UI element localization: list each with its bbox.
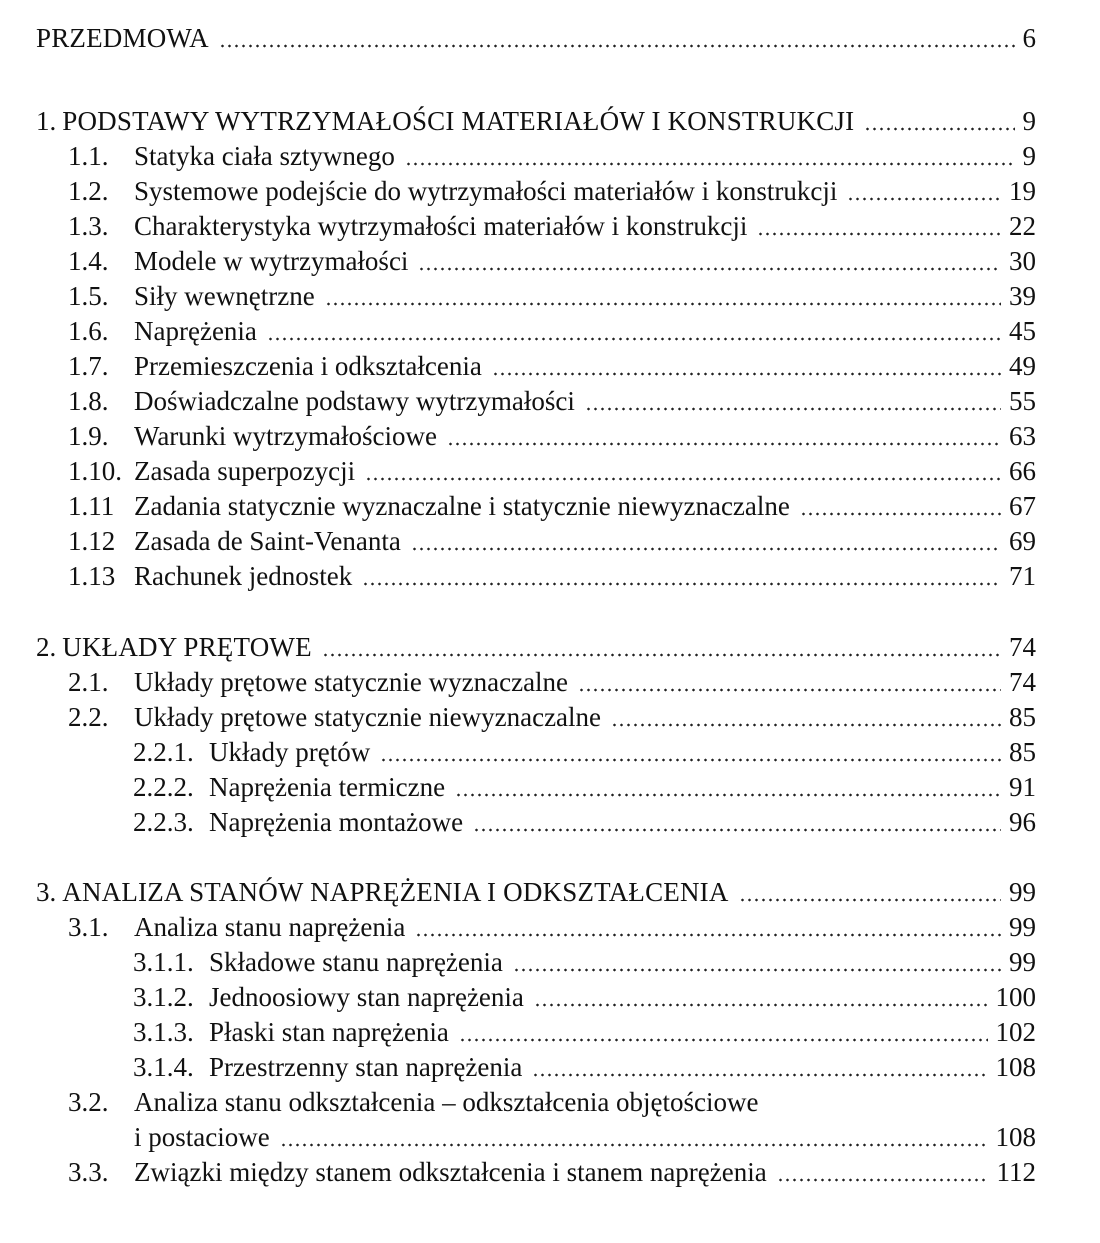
toc-entry-title: Modele w wytrzymałości (134, 246, 409, 276)
toc-entry-page-number: 69 (1009, 526, 1036, 556)
toc-entry-title: Zasada de Saint-Venanta (134, 526, 401, 556)
toc-entry-page-number: 66 (1009, 456, 1036, 486)
toc-entry-number: 3.1.4. (133, 1052, 194, 1082)
toc-entry-number: 2.2.2. (133, 772, 194, 802)
toc-entry (68, 525, 1036, 557)
toc-entry (133, 981, 1036, 1013)
toc-entry (68, 385, 1036, 417)
toc-entry-title: Statyka ciała sztywnego (134, 141, 395, 171)
toc-entry-page-number: 99 (1009, 877, 1036, 907)
toc-entry-title: ANALIZA STANÓW NAPRĘŻENIA I ODKSZTAŁCENIA (62, 877, 729, 907)
dot-leader (411, 546, 1001, 552)
toc-entry (68, 140, 1036, 172)
toc-entry (68, 560, 1036, 592)
toc-entry-number: 2.2.3. (133, 807, 194, 837)
dot-leader (800, 511, 1001, 517)
toc-entry-number: 1.9. (68, 421, 109, 451)
toc-entry (133, 771, 1036, 803)
toc-entry (68, 280, 1036, 312)
toc-entry-number: 1.1. (68, 141, 109, 171)
toc-entry-title: Analiza stanu naprężenia (134, 912, 406, 942)
dot-leader (267, 336, 1001, 342)
dot-leader (459, 1037, 988, 1043)
toc-entry-page-number: 91 (1009, 772, 1036, 802)
toc-entry-title: Składowe stanu naprężenia (209, 947, 503, 977)
toc-entry (133, 736, 1036, 768)
toc-entry (68, 350, 1036, 382)
toc-entry-title: Przestrzenny stan naprężenia (209, 1052, 523, 1082)
toc-entry-page-number: 22 (1009, 211, 1036, 241)
toc-entry-number: 1.10. (68, 456, 122, 486)
toc-entry-number: 3.1.1. (133, 947, 194, 977)
toc-entry-title: Układy prętów (209, 737, 371, 767)
dot-leader (473, 827, 1001, 833)
toc-entry (68, 210, 1036, 242)
toc-entry-page-number: 63 (1009, 421, 1036, 451)
toc-entry-title: i postaciowe (134, 1122, 270, 1152)
toc-entry-title: Jednoosiowy stan naprężenia (209, 982, 524, 1012)
toc-entry-number: 1. (36, 106, 57, 136)
toc-entry-number: 1.12 (68, 526, 116, 556)
dot-leader (492, 371, 1001, 377)
toc-entry-title: PRZEDMOWA (36, 23, 209, 53)
toc-entry (133, 1016, 1036, 1048)
toc-entry-page-number: 55 (1009, 386, 1036, 416)
dot-leader (405, 161, 1015, 167)
toc-entry-number: 1.4. (68, 246, 109, 276)
toc-entry-title: Naprężenia termiczne (209, 772, 446, 802)
toc-entry-title: Zasada superpozycji (134, 456, 356, 486)
toc-entry-title: Warunki wytrzymałościowe (134, 421, 437, 451)
dot-leader (280, 1142, 988, 1148)
toc-entry-title: Przemieszczenia i odkształcenia (134, 351, 482, 381)
toc-entry (36, 105, 1036, 137)
toc-entry-number: 3.1. (68, 912, 109, 942)
toc-entry (133, 1051, 1036, 1083)
toc-entry-title: Płaski stan naprężenia (209, 1017, 449, 1047)
dot-leader (418, 266, 1001, 272)
toc-entry (133, 806, 1036, 838)
toc-entry (134, 1121, 1036, 1153)
dot-leader (322, 652, 1001, 658)
dot-leader (365, 476, 1001, 482)
toc-entry-page-number: 100 (995, 982, 1036, 1012)
toc-entry (68, 315, 1036, 347)
toc-entry (68, 420, 1036, 452)
dot-leader (447, 441, 1001, 447)
toc-entry-number: 3.2. (68, 1087, 109, 1117)
toc-entry-number: 1.5. (68, 281, 109, 311)
toc-entry-number: 2.2. (68, 702, 109, 732)
toc-entry-title: Naprężenia montażowe (209, 807, 464, 837)
toc-entry-title: Układy prętowe statycznie wyznaczalne (134, 667, 569, 697)
toc-entry (133, 946, 1036, 978)
toc-entry-page-number: 96 (1009, 807, 1036, 837)
toc-entry (68, 1086, 759, 1118)
toc-entry-page-number: 49 (1009, 351, 1036, 381)
toc-entry-number: 3. (36, 877, 57, 907)
toc-entry-number: 2.1. (68, 667, 109, 697)
toc-entry-number: 2.2.1. (133, 737, 194, 767)
toc-entry-number: 1.6. (68, 316, 109, 346)
toc-entry (68, 666, 1036, 698)
dot-leader (380, 757, 1001, 763)
toc-entry-title: PODSTAWY WYTRZYMAŁOŚCI MATERIAŁÓW I KONSTRUKCJI (62, 106, 855, 136)
toc-entry-number: 3.3. (68, 1157, 109, 1187)
toc-entry-number: 1.8. (68, 386, 109, 416)
toc-entry (36, 631, 1036, 663)
toc-entry-page-number: 9 (1022, 106, 1036, 136)
toc-entry-title: Analiza stanu odkształcenia – odkształcenia objętościowe (134, 1087, 759, 1117)
toc-entry-page-number: 45 (1009, 316, 1036, 346)
toc-entry-title: Rachunek jednostek (134, 561, 353, 591)
toc-entry-title: Związki między stanem odkształcenia i stanem naprężenia (134, 1157, 767, 1187)
toc-entry-page-number: 6 (1022, 23, 1036, 53)
toc-entry-page-number: 67 (1009, 491, 1036, 521)
toc-entry (68, 175, 1036, 207)
toc-entry-page-number: 85 (1009, 702, 1036, 732)
dot-leader (585, 406, 1001, 412)
toc-entry-title: Charakterystyka wytrzymałości materiałów i konstrukcji (134, 211, 748, 241)
dot-leader (757, 231, 1001, 237)
dot-leader (611, 722, 1001, 728)
toc-entry-number: 3.1.3. (133, 1017, 194, 1047)
dot-leader (513, 967, 1001, 973)
toc-entry (36, 22, 1036, 54)
toc-entry (68, 245, 1036, 277)
toc-entry (68, 1156, 1036, 1188)
toc-entry-title: Zadania statycznie wyznaczalne i statycznie niewyznaczalne (134, 491, 790, 521)
toc-entry-page-number: 99 (1009, 947, 1036, 977)
dot-leader (777, 1177, 989, 1183)
toc-entry-number: 1.3. (68, 211, 109, 241)
toc-entry-title: Naprężenia (134, 316, 257, 346)
toc-entry-page-number: 108 (995, 1122, 1036, 1152)
toc-entry-title: Układy prętowe statycznie niewyznaczalne (134, 702, 602, 732)
toc-entry (68, 701, 1036, 733)
toc-entry-page-number: 102 (995, 1017, 1036, 1047)
toc-entry-page-number: 30 (1009, 246, 1036, 276)
toc-entry-number: 1.2. (68, 176, 109, 206)
toc-entry-page-number: 74 (1009, 667, 1036, 697)
dot-leader (534, 1002, 988, 1008)
dot-leader (362, 581, 1001, 587)
toc-entry-number: 3.1.2. (133, 982, 194, 1012)
dot-leader (455, 792, 1001, 798)
dot-leader (532, 1072, 987, 1078)
toc-entry-number: 2. (36, 632, 57, 662)
dot-leader (415, 932, 1001, 938)
dot-leader (739, 897, 1001, 903)
dot-leader (219, 43, 1015, 49)
toc-entry-page-number: 112 (996, 1157, 1036, 1187)
toc-entry (68, 490, 1036, 522)
toc-entry-number: 1.13 (68, 561, 116, 591)
toc-entry-page-number: 108 (995, 1052, 1036, 1082)
toc-entry-page-number: 19 (1009, 176, 1036, 206)
toc-entry-page-number: 9 (1022, 141, 1036, 171)
toc-entry-title: Systemowe podejście do wytrzymałości materiałów i konstrukcji (134, 176, 838, 206)
toc-entry-title: Doświadczalne podstawy wytrzymałości (134, 386, 575, 416)
toc-entry (68, 455, 1036, 487)
toc-entry-number: 1.7. (68, 351, 109, 381)
dot-leader (864, 126, 1014, 132)
toc-entry-title: UKŁADY PRĘTOWE (62, 632, 312, 662)
toc-entry-page-number: 74 (1009, 632, 1036, 662)
dot-leader (578, 687, 1001, 693)
toc-entry-title: Siły wewnętrzne (134, 281, 315, 311)
toc-entry-page-number: 99 (1009, 912, 1036, 942)
toc-entry-page-number: 85 (1009, 737, 1036, 767)
toc-entry-number: 1.11 (68, 491, 115, 521)
dot-leader (847, 196, 1001, 202)
dot-leader (325, 301, 1001, 307)
toc-entry-page-number: 39 (1009, 281, 1036, 311)
toc-entry (68, 911, 1036, 943)
toc-entry-page-number: 71 (1009, 561, 1036, 591)
toc-entry (36, 876, 1036, 908)
